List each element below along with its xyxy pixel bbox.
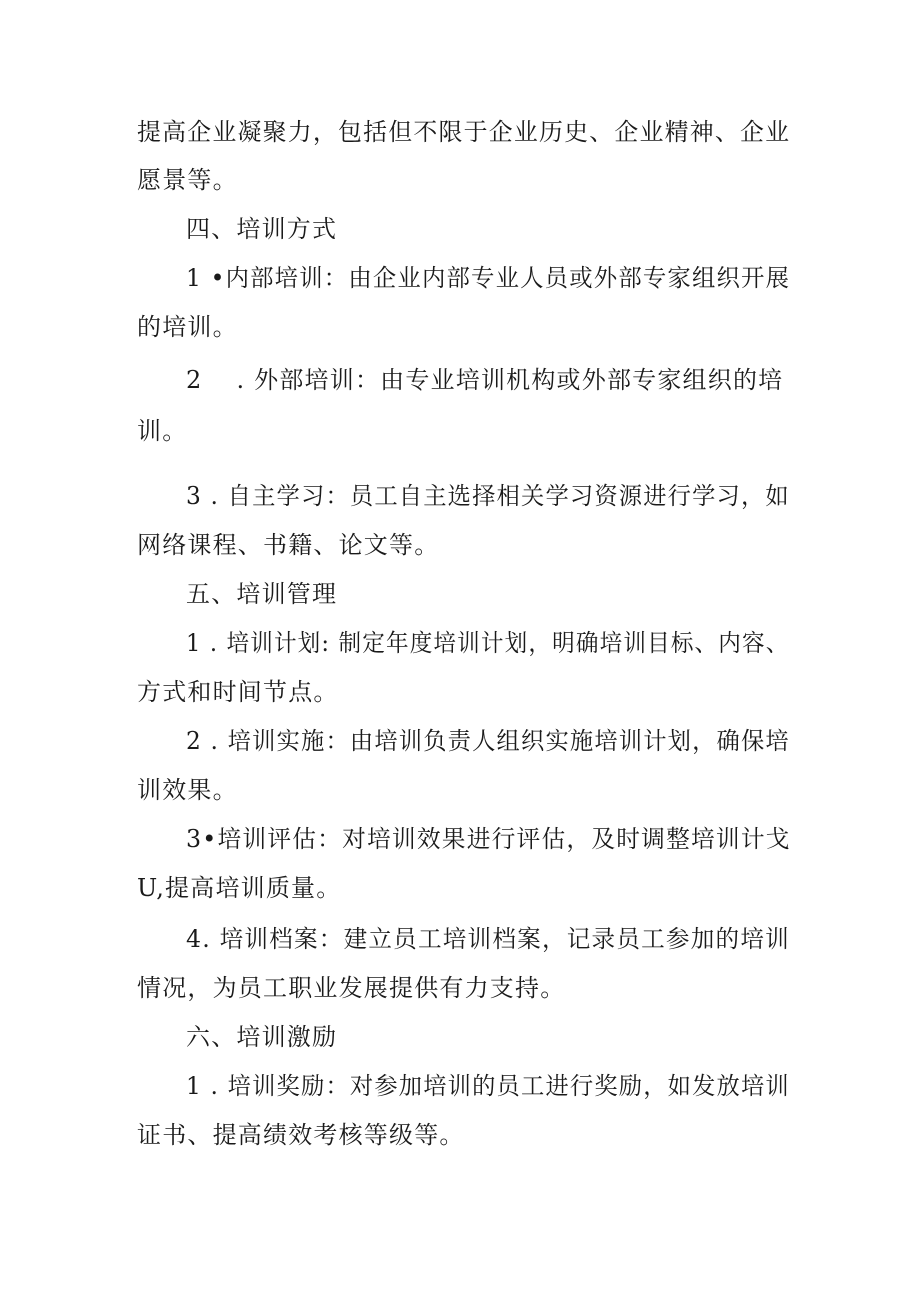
list-item: 1 . 培训奖励：对参加培训的员工进行奖励，如发放培训 xyxy=(186,1072,790,1100)
section-heading: 六、培训激励 xyxy=(186,1023,338,1051)
paragraph-line: 的培训。 xyxy=(137,313,238,341)
paragraph-line: 训。 xyxy=(137,417,188,445)
list-item: 1 •内部培训：由企业内部专业人员或外部专家组织开展 xyxy=(186,264,791,292)
list-item: 4. 培训档案：建立员工培训档案，记录员工参加的培训 xyxy=(186,925,790,953)
paragraph-line: 证书、提高绩效考核等级等。 xyxy=(137,1121,465,1149)
paragraph-line: 情况，为员工职业发展提供有力支持。 xyxy=(137,974,566,1002)
section-heading: 五、培训管理 xyxy=(186,580,338,608)
list-item: 1 . 培训计划: 制定年度培训计划，明确培训目标、内容、 xyxy=(186,629,790,657)
section-heading: 四、培训方式 xyxy=(186,215,338,243)
paragraph-line: 网络课程、书籍、论文等。 xyxy=(137,531,440,559)
paragraph-line: 训效果。 xyxy=(137,776,238,804)
paragraph-line: 方式和时间节点。 xyxy=(137,678,339,706)
list-item: 3•培训评估：对培训效果进行评估，及时调整培训计戈 xyxy=(186,825,791,853)
paragraph-line: 提高企业凝聚力，包括但不限于企业历史、企业精神、企业 xyxy=(137,118,791,146)
list-item: 2 . 外部培训：由专业培训机构或外部专家组织的培 xyxy=(186,366,784,394)
paragraph-line: 愿景等。 xyxy=(137,166,238,194)
list-item: 3 . 自主学习：员工自主选择相关学习资源进行学习，如 xyxy=(186,482,790,510)
list-item: 2 . 培训实施：由培训负责人组织实施培训计划，确保培 xyxy=(186,727,790,755)
paragraph-line: U,提高培训质量。 xyxy=(137,874,342,902)
